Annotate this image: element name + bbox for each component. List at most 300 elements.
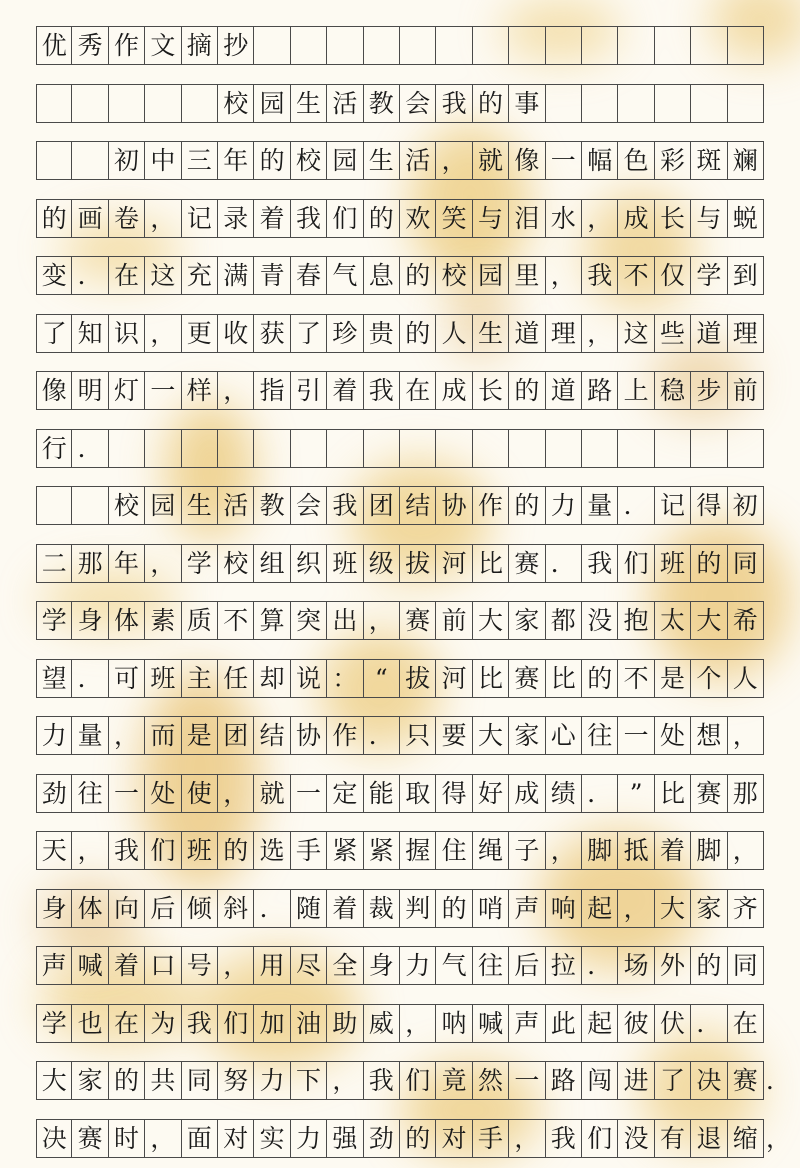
grid-char: 到 [728, 257, 764, 294]
grid-char: 太 [655, 602, 691, 639]
grid-char: 记 [182, 200, 218, 237]
grid-char: 尽 [291, 947, 327, 984]
grid-char: 手 [291, 832, 327, 869]
grid-char: 的 [364, 200, 400, 237]
grid-char: ， [145, 315, 181, 352]
grid-char: ， [582, 315, 618, 352]
grid-char: 倾 [182, 890, 218, 927]
grid-char: 协 [436, 487, 472, 524]
grid-char: 裁 [364, 890, 400, 927]
grid-char: 我 [364, 1062, 400, 1099]
grid-char: 判 [400, 890, 436, 927]
grid-char: ， [145, 545, 181, 582]
grid-char: 比 [655, 775, 691, 812]
grid-char: 加 [254, 1005, 290, 1042]
grid-char: 团 [364, 487, 400, 524]
grid-char: 的 [254, 142, 290, 179]
grid-char: 生 [182, 487, 218, 524]
grid-char: ， [728, 832, 764, 869]
grid-char: 斜 [218, 890, 254, 927]
grid-char: 一 [291, 775, 327, 812]
grid-char: 我 [582, 257, 618, 294]
grid-char: 比 [546, 660, 582, 697]
grid-char: 抄 [218, 27, 254, 64]
grid-cell-empty [364, 27, 400, 64]
grid-char: 力 [546, 487, 582, 524]
grid-char: 都 [546, 602, 582, 639]
grid-char: 随 [291, 890, 327, 927]
grid-char: 河 [436, 660, 472, 697]
grid-char: 同 [728, 545, 764, 582]
grid-cell-empty [655, 27, 691, 64]
grid-char: 退 [691, 1120, 727, 1157]
grid-cell-empty [691, 85, 727, 122]
grid-char: 团 [218, 717, 254, 754]
grid-char: 脚 [691, 832, 727, 869]
grid-char: 赛 [509, 660, 545, 697]
grid-char: 声 [509, 1005, 545, 1042]
grid-char: 我 [364, 372, 400, 409]
grid-char: 识 [109, 315, 145, 352]
grid-char: 春 [291, 257, 327, 294]
writing-grid-sheet [36, 0, 792, 1168]
grid-char: 人 [436, 315, 472, 352]
grid-char: 劲 [364, 1120, 400, 1157]
grid-char: 的 [509, 372, 545, 409]
grid-char: 成 [509, 775, 545, 812]
paragraph-line [36, 889, 764, 928]
grid-char: ． [691, 1005, 727, 1042]
grid-char: 实 [254, 1120, 290, 1157]
grid-char: 充 [182, 257, 218, 294]
grid-char: 没 [618, 1120, 654, 1157]
grid-char: 可 [109, 660, 145, 697]
grid-char: 绳 [473, 832, 509, 869]
grid-char: 起 [582, 890, 618, 927]
paragraph-line [36, 429, 764, 468]
grid-cell-empty [436, 27, 472, 64]
grid-char: ， [218, 372, 254, 409]
grid-char: 喊 [473, 1005, 509, 1042]
grid-char: 会 [400, 85, 436, 122]
grid-char: 是 [182, 717, 218, 754]
grid-char: 想 [691, 717, 727, 754]
grid-char: 威 [364, 1005, 400, 1042]
grid-cell-empty [728, 85, 764, 122]
grid-char: 大 [473, 717, 509, 754]
grid-char: 作 [473, 487, 509, 524]
grid-char: 处 [145, 775, 181, 812]
grid-char: 伏 [655, 1005, 691, 1042]
grid-char: 定 [327, 775, 363, 812]
grid-char: 了 [291, 315, 327, 352]
grid-char: 也 [72, 1005, 108, 1042]
grid-char: 绩 [546, 775, 582, 812]
grid-char: 拔 [400, 545, 436, 582]
grid-char: 教 [364, 85, 400, 122]
grid-char: 前 [436, 602, 472, 639]
grid-char: 校 [218, 85, 254, 122]
grid-char: 响 [546, 890, 582, 927]
grid-char: 们 [582, 1120, 618, 1157]
grid-cell-empty [364, 430, 400, 467]
grid-char: 成 [436, 372, 472, 409]
grid-char: 知 [72, 315, 108, 352]
grid-char: 决 [691, 1062, 727, 1099]
grid-char: 力 [400, 947, 436, 984]
grid-char: 希 [728, 602, 764, 639]
grid-char: 贵 [364, 315, 400, 352]
grid-char: 的 [36, 200, 72, 237]
grid-cell-empty [145, 430, 181, 467]
grid-char: 助 [327, 1005, 363, 1042]
title-line [36, 84, 764, 123]
grid-char: ： [327, 660, 363, 697]
grid-char: ， [546, 257, 582, 294]
grid-char: 园 [327, 142, 363, 179]
grid-char: 初 [728, 487, 764, 524]
grid-char: 比 [473, 660, 509, 697]
grid-cell-empty [400, 27, 436, 64]
paragraph-line [36, 199, 764, 238]
grid-char: 们 [400, 1062, 436, 1099]
grid-cell-empty [254, 430, 290, 467]
grid-char: 作 [327, 717, 363, 754]
grid-char: 面 [182, 1120, 218, 1157]
grid-char: 大 [473, 602, 509, 639]
grid-char: 的 [218, 832, 254, 869]
grid-char: 是 [655, 660, 691, 697]
grid-char: 家 [72, 1062, 108, 1099]
grid-cell-empty [145, 85, 181, 122]
grid-char: 三 [182, 142, 218, 179]
grid-cell-empty [327, 27, 363, 64]
grid-cell-empty [655, 430, 691, 467]
grid-char: 长 [473, 372, 509, 409]
grid-char: 拉 [546, 947, 582, 984]
paragraph-line [36, 946, 764, 985]
grid-char: ． [72, 660, 108, 697]
grid-char: 像 [509, 142, 545, 179]
grid-char: 油 [291, 1005, 327, 1042]
grid-char: 生 [473, 315, 509, 352]
grid-char: ， [72, 832, 108, 869]
grid-char: 学 [691, 257, 727, 294]
grid-char: 说 [291, 660, 327, 697]
grid-char: 主 [182, 660, 218, 697]
grid-char: 握 [400, 832, 436, 869]
grid-char: 我 [109, 832, 145, 869]
paragraph-line [36, 141, 764, 180]
grid-char: 园 [254, 85, 290, 122]
grid-char: 理 [728, 315, 764, 352]
grid-char: 外 [655, 947, 691, 984]
grid-char: 不 [618, 660, 654, 697]
grid-char: 气 [327, 257, 363, 294]
paragraph-line [36, 831, 764, 870]
grid-cell-empty [72, 487, 108, 524]
grid-char: 体 [109, 602, 145, 639]
grid-char: 家 [509, 717, 545, 754]
grid-char: 天 [36, 832, 72, 869]
grid-char: 的 [400, 1120, 436, 1157]
grid-char: 处 [655, 717, 691, 754]
paragraph-line [36, 544, 764, 583]
grid-char: 进 [618, 1062, 654, 1099]
grid-char: 气 [436, 947, 472, 984]
grid-char: 我 [436, 85, 472, 122]
grid-char: 满 [218, 257, 254, 294]
grid-char: 共 [145, 1062, 181, 1099]
grid-char: 们 [327, 200, 363, 237]
grid-char: 活 [327, 85, 363, 122]
grid-char: 大 [655, 890, 691, 927]
paragraph-line [36, 774, 764, 813]
grid-cell-empty [582, 27, 618, 64]
grid-char: 的 [691, 545, 727, 582]
grid-char: 就 [254, 775, 290, 812]
grid-char: 步 [691, 372, 727, 409]
grid-char: 在 [728, 1005, 764, 1042]
grid-char: 路 [582, 372, 618, 409]
grid-char: 用 [254, 947, 290, 984]
paragraph-line [36, 1061, 792, 1100]
grid-char: 选 [254, 832, 290, 869]
grid-char: 算 [254, 602, 290, 639]
grid-char: 手 [473, 1120, 509, 1157]
grid-char: 学 [36, 602, 72, 639]
grid-cell-empty [546, 430, 582, 467]
grid-char: 变 [36, 257, 72, 294]
grid-char: 的 [400, 315, 436, 352]
grid-char: 后 [509, 947, 545, 984]
header-line [36, 26, 764, 65]
grid-char: 文 [145, 27, 181, 64]
grid-char: 像 [36, 372, 72, 409]
grid-char: 呐 [436, 1005, 472, 1042]
grid-char: 的 [436, 890, 472, 927]
grid-cell-empty [546, 85, 582, 122]
grid-char: 决 [36, 1120, 72, 1157]
grid-char: 摘 [182, 27, 218, 64]
grid-char: 了 [36, 315, 72, 352]
grid-char: 个 [691, 660, 727, 697]
grid-char: 仅 [655, 257, 691, 294]
grid-char: 们 [218, 1005, 254, 1042]
grid-char: 笑 [436, 200, 472, 237]
grid-char: 指 [254, 372, 290, 409]
grid-char: 赛 [728, 1062, 764, 1099]
grid-char: 更 [182, 315, 218, 352]
grid-char: 收 [218, 315, 254, 352]
grid-char: 班 [655, 545, 691, 582]
grid-char: 心 [546, 717, 582, 754]
grid-cell-empty [291, 430, 327, 467]
grid-char: 成 [618, 200, 654, 237]
grid-cell-empty [728, 27, 764, 64]
grid-char: 竟 [436, 1062, 472, 1099]
grid-char: ， [109, 717, 145, 754]
grid-char: 望 [36, 660, 72, 697]
grid-char: 学 [182, 545, 218, 582]
grid-char: 蜕 [728, 200, 764, 237]
grid-char: 得 [691, 487, 727, 524]
grid-cell-empty [473, 27, 509, 64]
grid-cell-empty [400, 430, 436, 467]
grid-char: 协 [291, 717, 327, 754]
paragraph-line [36, 1119, 792, 1158]
grid-char: 水 [546, 200, 582, 237]
grid-char: 那 [72, 545, 108, 582]
grid-cell-empty [109, 430, 145, 467]
grid-char: 对 [218, 1120, 254, 1157]
grid-char: 同 [182, 1062, 218, 1099]
grid-char: 任 [218, 660, 254, 697]
grid-char: ， [218, 775, 254, 812]
grid-char: 我 [182, 1005, 218, 1042]
grid-char: “ [364, 660, 400, 697]
grid-char: 声 [36, 947, 72, 984]
grid-cell-empty [618, 85, 654, 122]
grid-char: 我 [291, 200, 327, 237]
grid-char: 稳 [655, 372, 691, 409]
grid-char: 不 [218, 602, 254, 639]
grid-char: 往 [473, 947, 509, 984]
grid-char: 着 [254, 200, 290, 237]
margin-punctuation: ， [766, 1123, 792, 1153]
grid-char: 校 [109, 487, 145, 524]
grid-char: 灯 [109, 372, 145, 409]
grid-char: 画 [72, 200, 108, 237]
grid-char: 就 [473, 142, 509, 179]
grid-char: 却 [254, 660, 290, 697]
grid-cell-empty [509, 430, 545, 467]
grid-char: ． [582, 947, 618, 984]
grid-char: 息 [364, 257, 400, 294]
grid-char: 拔 [400, 660, 436, 697]
grid-char: 道 [509, 315, 545, 352]
grid-char: 量 [582, 487, 618, 524]
paragraph-line [36, 256, 764, 295]
grid-char: 起 [582, 1005, 618, 1042]
grid-cell-empty [218, 430, 254, 467]
grid-char: 生 [364, 142, 400, 179]
grid-char: 一 [618, 717, 654, 754]
grid-char: 级 [364, 545, 400, 582]
grid-cell-empty [728, 430, 764, 467]
grid-cell-empty [691, 27, 727, 64]
grid-char: 身 [36, 890, 72, 927]
grid-char: 同 [728, 947, 764, 984]
grid-char: 组 [254, 545, 290, 582]
grid-cell-empty [182, 430, 218, 467]
paragraph-line [36, 601, 764, 640]
grid-char: 欢 [400, 200, 436, 237]
grid-char: 的 [473, 85, 509, 122]
grid-char: 一 [546, 142, 582, 179]
grid-char: 力 [254, 1062, 290, 1099]
grid-char: 在 [109, 257, 145, 294]
grid-char: 录 [218, 200, 254, 237]
grid-cell-empty [655, 85, 691, 122]
grid-cell-empty [182, 85, 218, 122]
grid-char: 这 [618, 315, 654, 352]
grid-char: 活 [400, 142, 436, 179]
grid-char: 住 [436, 832, 472, 869]
grid-char: 路 [546, 1062, 582, 1099]
grid-char: 一 [109, 775, 145, 812]
grid-cell-empty [473, 430, 509, 467]
paragraph-line [36, 314, 764, 353]
grid-char: 们 [145, 832, 181, 869]
grid-char: 身 [364, 947, 400, 984]
grid-char: ， [436, 142, 472, 179]
grid-char: 然 [473, 1062, 509, 1099]
grid-char: 斑 [691, 142, 727, 179]
grid-char: 河 [436, 545, 472, 582]
grid-char: 中 [145, 142, 181, 179]
grid-char: 的 [109, 1062, 145, 1099]
grid-char: 而 [145, 717, 181, 754]
grid-char: 赛 [72, 1120, 108, 1157]
grid-char: 我 [582, 545, 618, 582]
grid-char: 获 [254, 315, 290, 352]
grid-char: ． [254, 890, 290, 927]
grid-char: 道 [546, 372, 582, 409]
grid-char: 着 [109, 947, 145, 984]
grid-char: 赛 [509, 545, 545, 582]
paragraph-line [36, 371, 764, 410]
grid-char: 上 [618, 372, 654, 409]
grid-char: 园 [145, 487, 181, 524]
grid-char: 脚 [582, 832, 618, 869]
grid-char: 质 [182, 602, 218, 639]
grid-char: 家 [691, 890, 727, 927]
grid-char: 紧 [364, 832, 400, 869]
paragraph-line [36, 486, 764, 525]
grid-char: 作 [109, 27, 145, 64]
grid-char: 有 [655, 1120, 691, 1157]
grid-char: 着 [327, 890, 363, 927]
grid-char: 取 [400, 775, 436, 812]
grid-char: 结 [400, 487, 436, 524]
grid-char: 好 [473, 775, 509, 812]
grid-char: 为 [145, 1005, 181, 1042]
grid-char: 行 [36, 430, 72, 467]
grid-char: 班 [145, 660, 181, 697]
grid-cell-empty [36, 85, 72, 122]
grid-char: 那 [728, 775, 764, 812]
grid-char: 往 [72, 775, 108, 812]
paragraph-line [36, 716, 764, 755]
grid-char: 校 [218, 545, 254, 582]
grid-char: 赛 [400, 602, 436, 639]
grid-char: ， [145, 200, 181, 237]
grid-char: 秀 [72, 27, 108, 64]
grid-char: 初 [109, 142, 145, 179]
grid-char: ” [618, 775, 654, 812]
grid-char: ， [218, 947, 254, 984]
grid-char: 使 [182, 775, 218, 812]
grid-char: 全 [327, 947, 363, 984]
grid-char: 下 [291, 1062, 327, 1099]
grid-char: 一 [509, 1062, 545, 1099]
grid-char: 卷 [109, 200, 145, 237]
grid-char: 们 [618, 545, 654, 582]
grid-char: 道 [691, 315, 727, 352]
grid-char: 时 [109, 1120, 145, 1157]
grid-char: 场 [618, 947, 654, 984]
